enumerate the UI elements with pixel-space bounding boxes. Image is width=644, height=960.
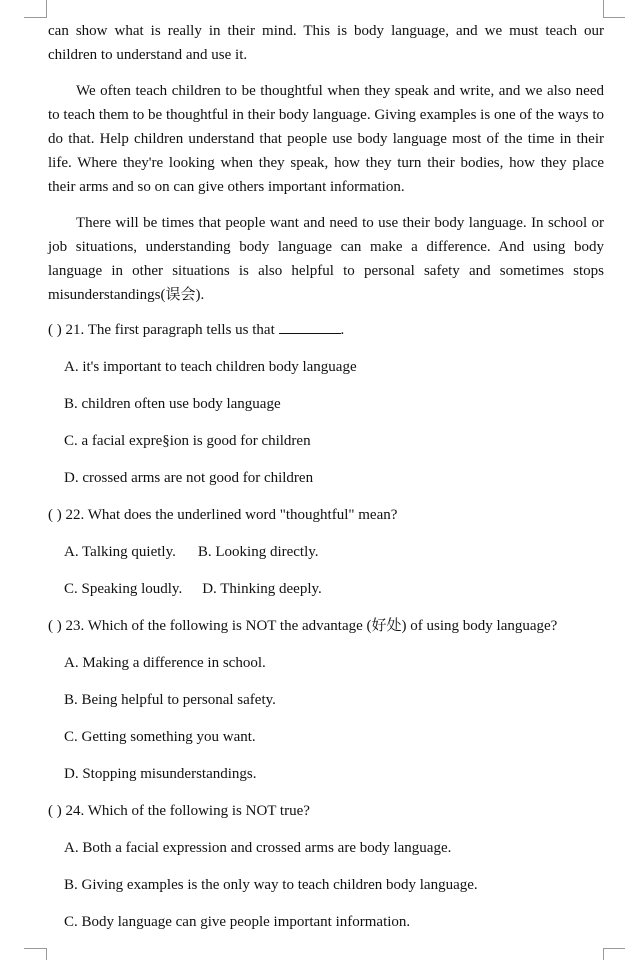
question-22: ( ) 22. What does the underlined word "thoughtful" mean?: [48, 507, 398, 523]
crop-mark: [603, 948, 625, 949]
passage-paragraph-2: We often teach children to be thoughtful when they speak and write, and we also need to teach them to be thoughtful in their body language. Giving examples is one of the ways to do that. Help children understand that people use body language most of the time in their life. Where they're looking when they speak, how they turn their bodies, how they place their arms and so on can give others important information.: [48, 83, 604, 195]
question-22-option-c: C. Speaking loudly.: [64, 581, 183, 597]
question-21-option-c: C. a facial expre§ion is good for children: [64, 433, 311, 449]
question-21-stem-end: .: [340, 322, 345, 338]
question-24-option-a: A. Both a facial expression and crossed arms are body language.: [64, 840, 452, 856]
question-21-option-b: B. children often use body language: [64, 396, 281, 412]
question-23-option-c: C. Getting something you want.: [64, 729, 256, 745]
passage-paragraph-3: There will be times that people want and need to use their body language. In school or job situations, understanding body language can make a difference. And using body language in other situations is also helpful to personal safety and sometimes stops misunderstandings(误会).: [48, 215, 604, 303]
question-22-options-ab: [48, 540, 604, 564]
crop-mark: [24, 17, 47, 18]
question-21-option-d: D. crossed arms are not good for children: [64, 470, 314, 486]
crop-mark: [46, 948, 47, 960]
document-body: [48, 19, 604, 934]
question-23-option-b: B. Being helpful to personal safety.: [64, 692, 276, 708]
question-23: ( ) 23. Which of the following is NOT the advantage (好处) of using body language?: [48, 618, 558, 634]
crop-mark: [603, 0, 604, 17]
question-21-option-a: A. it's important to teach children body language: [64, 359, 357, 375]
question-24: ( ) 24. Which of the following is NOT true?: [48, 803, 310, 819]
question-21: [48, 318, 604, 342]
question-21-stem: ( ) 21. The first paragraph tells us that: [48, 322, 275, 338]
question-22-option-b: B. Looking directly.: [197, 544, 319, 560]
crop-mark: [603, 948, 604, 960]
passage-paragraph-1: can show what is really in their mind. This is body language, and we must teach our children to understand and use it.: [48, 23, 604, 63]
answer-blank: [279, 318, 341, 334]
question-23-option-a: A. Making a difference in school.: [64, 655, 266, 671]
question-22-option-d: D. Thinking deeply.: [202, 581, 322, 597]
question-22-option-a: A. Talking quietly.: [64, 544, 176, 560]
crop-mark: [603, 17, 625, 18]
question-22-options-cd: [48, 577, 604, 601]
question-23-option-d: D. Stopping misunderstandings.: [64, 766, 257, 782]
question-24-option-b: B. Giving examples is the only way to teach children body language.: [64, 877, 478, 893]
crop-mark: [46, 0, 47, 17]
question-24-option-c: C. Body language can give people important information.: [64, 914, 411, 930]
crop-mark: [24, 948, 47, 949]
